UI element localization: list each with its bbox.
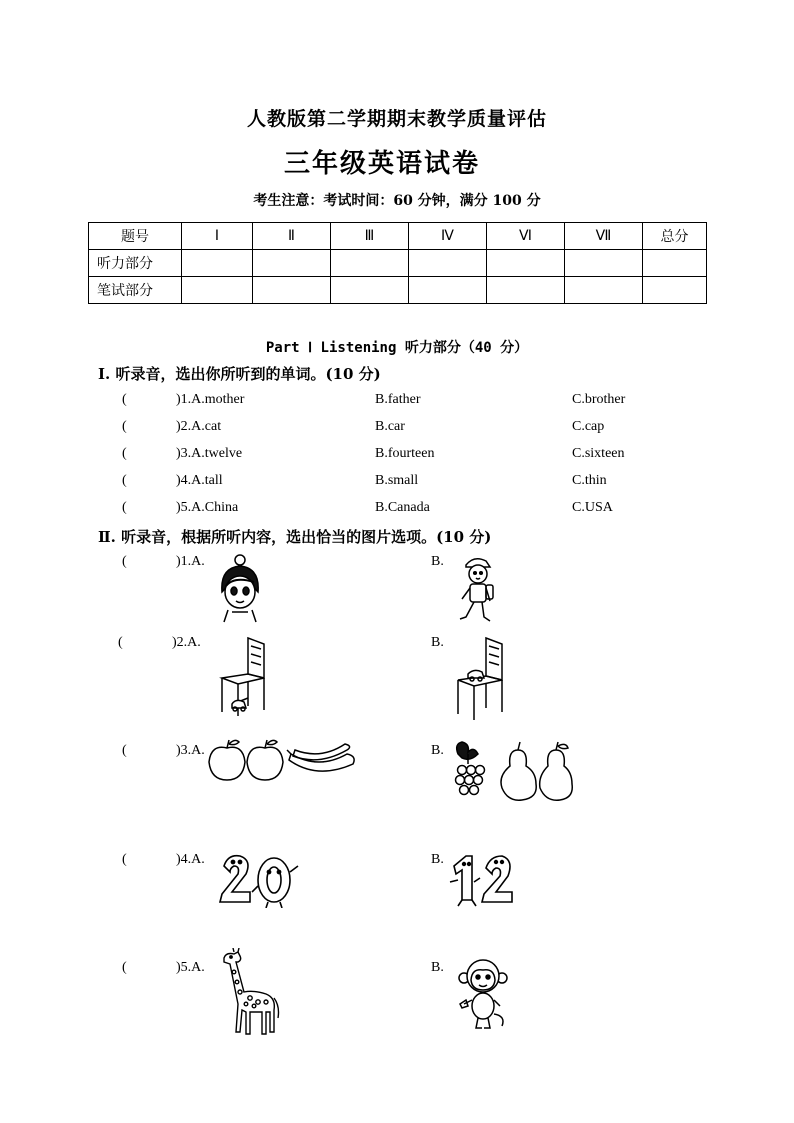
score-header-cell: 总分 [643, 223, 707, 250]
number-20-picture [218, 852, 300, 908]
question-row [0, 473, 794, 493]
option-b: B. [431, 554, 444, 569]
score-header-cell: Ⅵ [487, 223, 565, 250]
score-table-row [89, 277, 707, 304]
section-1-heading: Ⅰ. 听录音，选出你所听到的单词。(10 分) [98, 365, 381, 383]
number-12-picture [444, 852, 516, 908]
option-c: C.thin [572, 473, 607, 488]
apples-bananas-picture [207, 736, 357, 782]
score-cell[interactable] [643, 277, 707, 304]
score-row-label: 听力部分 [89, 250, 182, 277]
answer-paren[interactable]: ( [122, 960, 127, 975]
score-table-row [89, 250, 707, 277]
option-a: )2.A. [172, 635, 201, 650]
question-row [0, 392, 794, 412]
question-row [0, 446, 794, 466]
score-header-cell: 题号 [89, 223, 182, 250]
score-cell[interactable] [253, 250, 331, 277]
option-a: )3.A. [176, 743, 205, 758]
girl-picture [214, 554, 266, 624]
option-a: )4.A. [176, 852, 205, 867]
picture-question-row [0, 554, 794, 574]
option-a: )5.A.China [176, 500, 239, 515]
answer-paren[interactable]: ( [122, 446, 127, 461]
score-cell[interactable] [565, 250, 643, 277]
score-cell[interactable] [331, 277, 409, 304]
part-title: Part Ⅰ Listening 听力部分（40 分） [265, 340, 529, 356]
option-b: B.car [375, 419, 405, 434]
option-a: )2.A.cat [176, 419, 222, 434]
option-c: C.sixteen [572, 446, 625, 461]
answer-paren[interactable]: ( [122, 554, 127, 569]
answer-paren[interactable]: ( [122, 473, 127, 488]
car-under-chair-picture [218, 634, 268, 716]
option-c: C.cap [572, 419, 605, 434]
option-a: )3.A.twelve [176, 446, 243, 461]
score-cell[interactable] [182, 277, 253, 304]
score-cell[interactable] [643, 250, 707, 277]
score-header-cell: Ⅲ [331, 223, 409, 250]
question-row [0, 419, 794, 439]
answer-paren[interactable]: ( [122, 500, 127, 515]
question-row [0, 500, 794, 520]
score-cell[interactable] [409, 250, 487, 277]
score-cell[interactable] [409, 277, 487, 304]
option-c: C.brother [572, 392, 626, 407]
score-cell[interactable] [331, 250, 409, 277]
option-a: )1.A. [176, 554, 205, 569]
score-header-cell: Ⅰ [182, 223, 253, 250]
exam-notice: 考生注意：考试时间：60 分钟，满分 100 分 [253, 193, 541, 209]
score-row-label: 笔试部分 [89, 277, 182, 304]
picture-question-row [0, 960, 794, 980]
option-c: C.USA [572, 500, 613, 515]
option-b: B.small [375, 473, 419, 488]
answer-paren[interactable]: ( [122, 392, 127, 407]
score-header-cell: Ⅳ [409, 223, 487, 250]
answer-paren[interactable]: ( [122, 743, 127, 758]
score-cell[interactable] [253, 277, 331, 304]
score-header-cell: Ⅱ [253, 223, 331, 250]
score-table [88, 222, 707, 304]
option-b: B. [431, 852, 444, 867]
score-cell[interactable] [565, 277, 643, 304]
giraffe-picture [220, 948, 282, 1036]
grapes-pears-picture [452, 740, 576, 802]
score-cell[interactable] [182, 250, 253, 277]
option-b: B.father [375, 392, 421, 407]
answer-paren[interactable]: ( [122, 852, 127, 867]
monkey-picture [458, 958, 508, 1030]
picture-question-row [0, 852, 794, 872]
option-b: B. [431, 960, 444, 975]
score-header-cell: Ⅶ [565, 223, 643, 250]
exam-subtitle: 三年级英语试卷 [283, 149, 480, 179]
score-cell[interactable] [487, 277, 565, 304]
answer-paren[interactable]: ( [118, 635, 123, 650]
picture-question-row [0, 635, 794, 655]
option-a: )5.A. [176, 960, 205, 975]
section-2-heading: Ⅱ. 听录音，根据所听内容，选出恰当的图片选项。(10 分) [98, 528, 492, 546]
answer-paren[interactable]: ( [122, 419, 127, 434]
exam-title: 人教版第二学期期末教学质量评估 [246, 108, 547, 130]
option-a: )1.A.mother [176, 392, 245, 407]
option-a: )4.A.tall [176, 473, 223, 488]
car-on-chair-picture [454, 634, 506, 720]
score-cell[interactable] [487, 250, 565, 277]
option-b: B.fourteen [375, 446, 435, 461]
picture-question-row [0, 743, 794, 763]
option-b: B.Canada [375, 500, 430, 515]
option-b: B. [431, 635, 444, 650]
score-table-header-row [89, 223, 707, 250]
option-b: B. [431, 743, 444, 758]
boy-picture [452, 555, 496, 627]
